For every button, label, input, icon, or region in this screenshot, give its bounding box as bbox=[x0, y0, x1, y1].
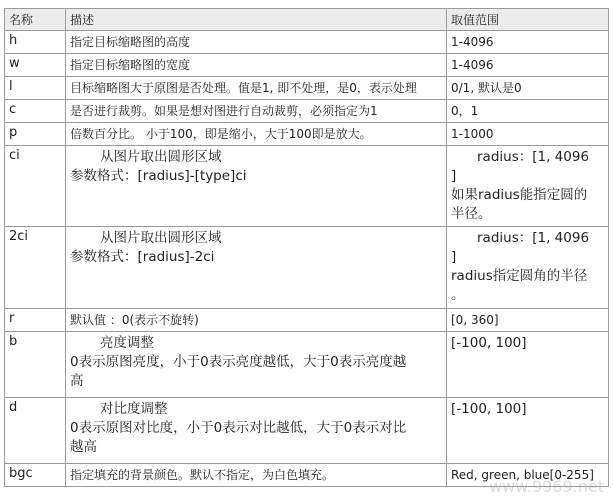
range-line: [-100, 100] bbox=[451, 335, 527, 351]
param-description bbox=[66, 332, 447, 398]
range-line: 半径。 bbox=[451, 206, 492, 222]
table-row bbox=[5, 77, 609, 100]
table-header-row bbox=[5, 9, 609, 31]
range-line: radius：[1, 4096 bbox=[477, 230, 590, 246]
param-description: 指定填充的背景颜色。默认不指定，为白色填充。 bbox=[66, 464, 447, 487]
desc-line: 参数格式：[radius]-[type]ci bbox=[70, 168, 247, 184]
range-line: [-100, 100] bbox=[451, 401, 527, 417]
param-name: ci bbox=[5, 146, 66, 227]
desc-line: 从图片取出圆形区域 bbox=[100, 230, 222, 246]
param-range: 1-4096 bbox=[447, 31, 609, 54]
header-name: 名称 bbox=[5, 9, 66, 31]
header-range: 取值范围 bbox=[447, 9, 609, 31]
param-description bbox=[66, 146, 447, 227]
desc-line: 0表示原图对比度，小于0表示对比越低，大于0表示对比 bbox=[70, 420, 407, 436]
desc-line: 越高 bbox=[70, 439, 97, 455]
param-range: 1-4096 bbox=[447, 54, 609, 77]
param-name: d bbox=[5, 398, 66, 464]
param-description: 目标缩略图大于原图是否处理。值是1, 即不处理，是0，表示处理 bbox=[66, 77, 447, 100]
range-line: ] bbox=[451, 249, 457, 265]
desc-line: 从图片取出圆形区域 bbox=[100, 149, 222, 165]
table-row bbox=[5, 31, 609, 54]
table-row bbox=[5, 54, 609, 77]
param-name: bgc bbox=[5, 464, 66, 487]
table-row bbox=[5, 100, 609, 123]
param-range bbox=[447, 332, 609, 398]
table-row bbox=[5, 146, 609, 227]
table-row bbox=[5, 332, 609, 398]
table-row bbox=[5, 123, 609, 146]
watermark: www.9969.net bbox=[489, 477, 604, 496]
param-name: b bbox=[5, 332, 66, 398]
param-name: c bbox=[5, 100, 66, 123]
table-row bbox=[5, 309, 609, 332]
param-range: Red, green, blue[0-255] bbox=[447, 464, 609, 487]
param-description bbox=[66, 398, 447, 464]
param-range: 0/1, 默认是0 bbox=[447, 77, 609, 100]
param-name: h bbox=[5, 31, 66, 54]
param-range: 0，1 bbox=[447, 100, 609, 123]
desc-line: 高 bbox=[70, 373, 84, 389]
param-name: r bbox=[5, 309, 66, 332]
range-line: 。 bbox=[451, 287, 465, 303]
param-description: 默认值 ：0(表示不旋转) bbox=[66, 309, 447, 332]
param-description: 倍数百分比。 小于100，即是缩小，大于100即是放大。 bbox=[66, 123, 447, 146]
desc-line: 亮度调整 bbox=[100, 335, 154, 351]
param-name: p bbox=[5, 123, 66, 146]
desc-line: 0表示原图亮度，小于0表示亮度越低，大于0表示亮度越 bbox=[70, 354, 407, 370]
param-description bbox=[66, 227, 447, 309]
param-description: 是否进行裁剪。如果是想对图进行自动裁剪，必须指定为1 bbox=[66, 100, 447, 123]
param-name: w bbox=[5, 54, 66, 77]
range-line: radius指定圆角的半径 bbox=[451, 268, 588, 284]
param-description: 指定目标缩略图的宽度 bbox=[66, 54, 447, 77]
param-range: 1-1000 bbox=[447, 123, 609, 146]
header-description: 描述 bbox=[66, 9, 447, 31]
param-description: 指定目标缩略图的高度 bbox=[66, 31, 447, 54]
param-name: l bbox=[5, 77, 66, 100]
desc-line: 对比度调整 bbox=[100, 401, 168, 417]
param-range bbox=[447, 146, 609, 227]
table-row bbox=[5, 227, 609, 309]
param-range bbox=[447, 398, 609, 464]
table-row bbox=[5, 398, 609, 464]
desc-line: 参数格式：[radius]-2ci bbox=[70, 249, 215, 265]
range-line: radius：[1, 4096 bbox=[477, 149, 590, 165]
param-name: 2ci bbox=[5, 227, 66, 309]
param-range bbox=[447, 227, 609, 309]
range-line: ] bbox=[451, 168, 457, 184]
parameter-table bbox=[4, 8, 609, 487]
range-line: 如果radius能指定圆的 bbox=[451, 187, 588, 203]
param-range: [0, 360] bbox=[447, 309, 609, 332]
